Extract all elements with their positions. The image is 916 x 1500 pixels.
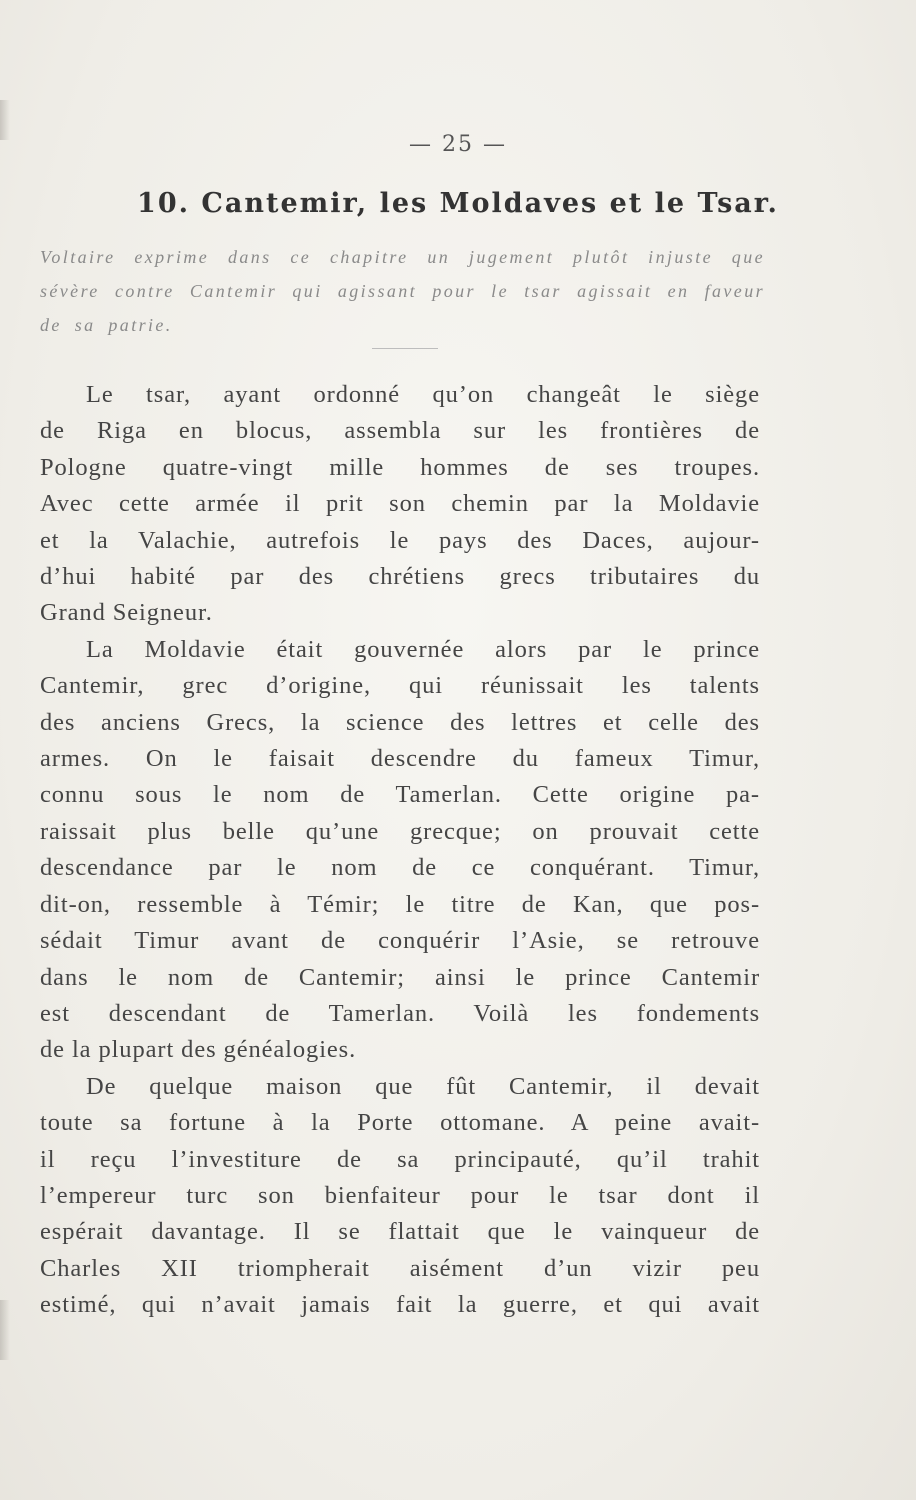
text-line: dans le nom de Cantemir; ainsi le prince Cantemir bbox=[40, 963, 760, 991]
section-divider bbox=[372, 348, 438, 349]
chapter-title: 10. Cantemir, les Moldaves et le Tsar. bbox=[137, 188, 779, 219]
text-line: Grand Seigneur. bbox=[40, 599, 213, 627]
text-line: dit-on, ressemble à Témir; le titre de Kan, que pos- bbox=[40, 890, 760, 918]
text-line: espérait davantage. Il se flattait que le vainqueur de bbox=[40, 1218, 760, 1246]
text-line: raissait plus belle qu’une grecque; on prouvait cette bbox=[40, 817, 760, 845]
text-line: connu sous le nom de Tamerlan. Cette origine pa- bbox=[40, 781, 760, 809]
text-line: Cantemir, grec d’origine, qui réunissait les talents bbox=[40, 672, 760, 700]
text-line: de Riga en blocus, assembla sur les frontières de bbox=[40, 417, 760, 445]
paragraph bbox=[40, 1069, 760, 1324]
text-line: et la Valachie, autrefois le pays des Daces, aujour- bbox=[40, 526, 760, 554]
text-line: il reçu l’investiture de sa principauté, qu’il trahit bbox=[40, 1145, 760, 1173]
text-line: La Moldavie était gouvernée alors par le prince bbox=[86, 635, 760, 663]
text-line: Le tsar, ayant ordonné qu’on changeât le siège bbox=[86, 381, 760, 408]
text-line: Pologne quatre-vingt mille hommes de ses troupes. bbox=[40, 453, 760, 481]
text-line: De quelque maison que fût Cantemir, il devait bbox=[86, 1072, 760, 1100]
text-line: de la plupart des généalogies. bbox=[40, 1036, 357, 1064]
text-line: l’empereur turc son bienfaiteur pour le tsar dont il bbox=[40, 1181, 760, 1209]
chapter-summary: Voltaire exprime dans ce chapitre un jugement plutôt injuste que sévère contre Cantemir qui agissant pour le tsar agissait en faveur de sa patrie. bbox=[40, 247, 765, 335]
text-line: sédait Timur avant de conquérir l’Asie, se retrouve bbox=[40, 927, 760, 955]
text-line: descendance par le nom de ce conquérant. Timur, bbox=[40, 854, 760, 882]
text-line: est descendant de Tamerlan. Voilà les fondements bbox=[40, 999, 760, 1027]
body-text bbox=[40, 377, 760, 1324]
text-line: Avec cette armée il prit son chemin par la Moldavie bbox=[40, 490, 760, 518]
text-line: armes. On le faisait descendre du fameux Timur, bbox=[40, 745, 760, 773]
text-line: d’hui habité par des chrétiens grecs tributaires du bbox=[40, 563, 760, 591]
paragraph bbox=[40, 632, 760, 1069]
text-line: Charles XII triompherait aisément d’un vizir peu bbox=[40, 1254, 760, 1282]
paragraph bbox=[40, 377, 760, 632]
page-number: — 25 — bbox=[409, 132, 507, 157]
text-line: des anciens Grecs, la science des lettres et celle des bbox=[40, 708, 760, 736]
page-edge-shadow bbox=[0, 1300, 10, 1360]
text-line: toute sa fortune à la Porte ottomane. A peine avait- bbox=[40, 1109, 760, 1137]
text-line: estimé, qui n’avait jamais fait la guerre, et qui avait bbox=[40, 1291, 760, 1319]
